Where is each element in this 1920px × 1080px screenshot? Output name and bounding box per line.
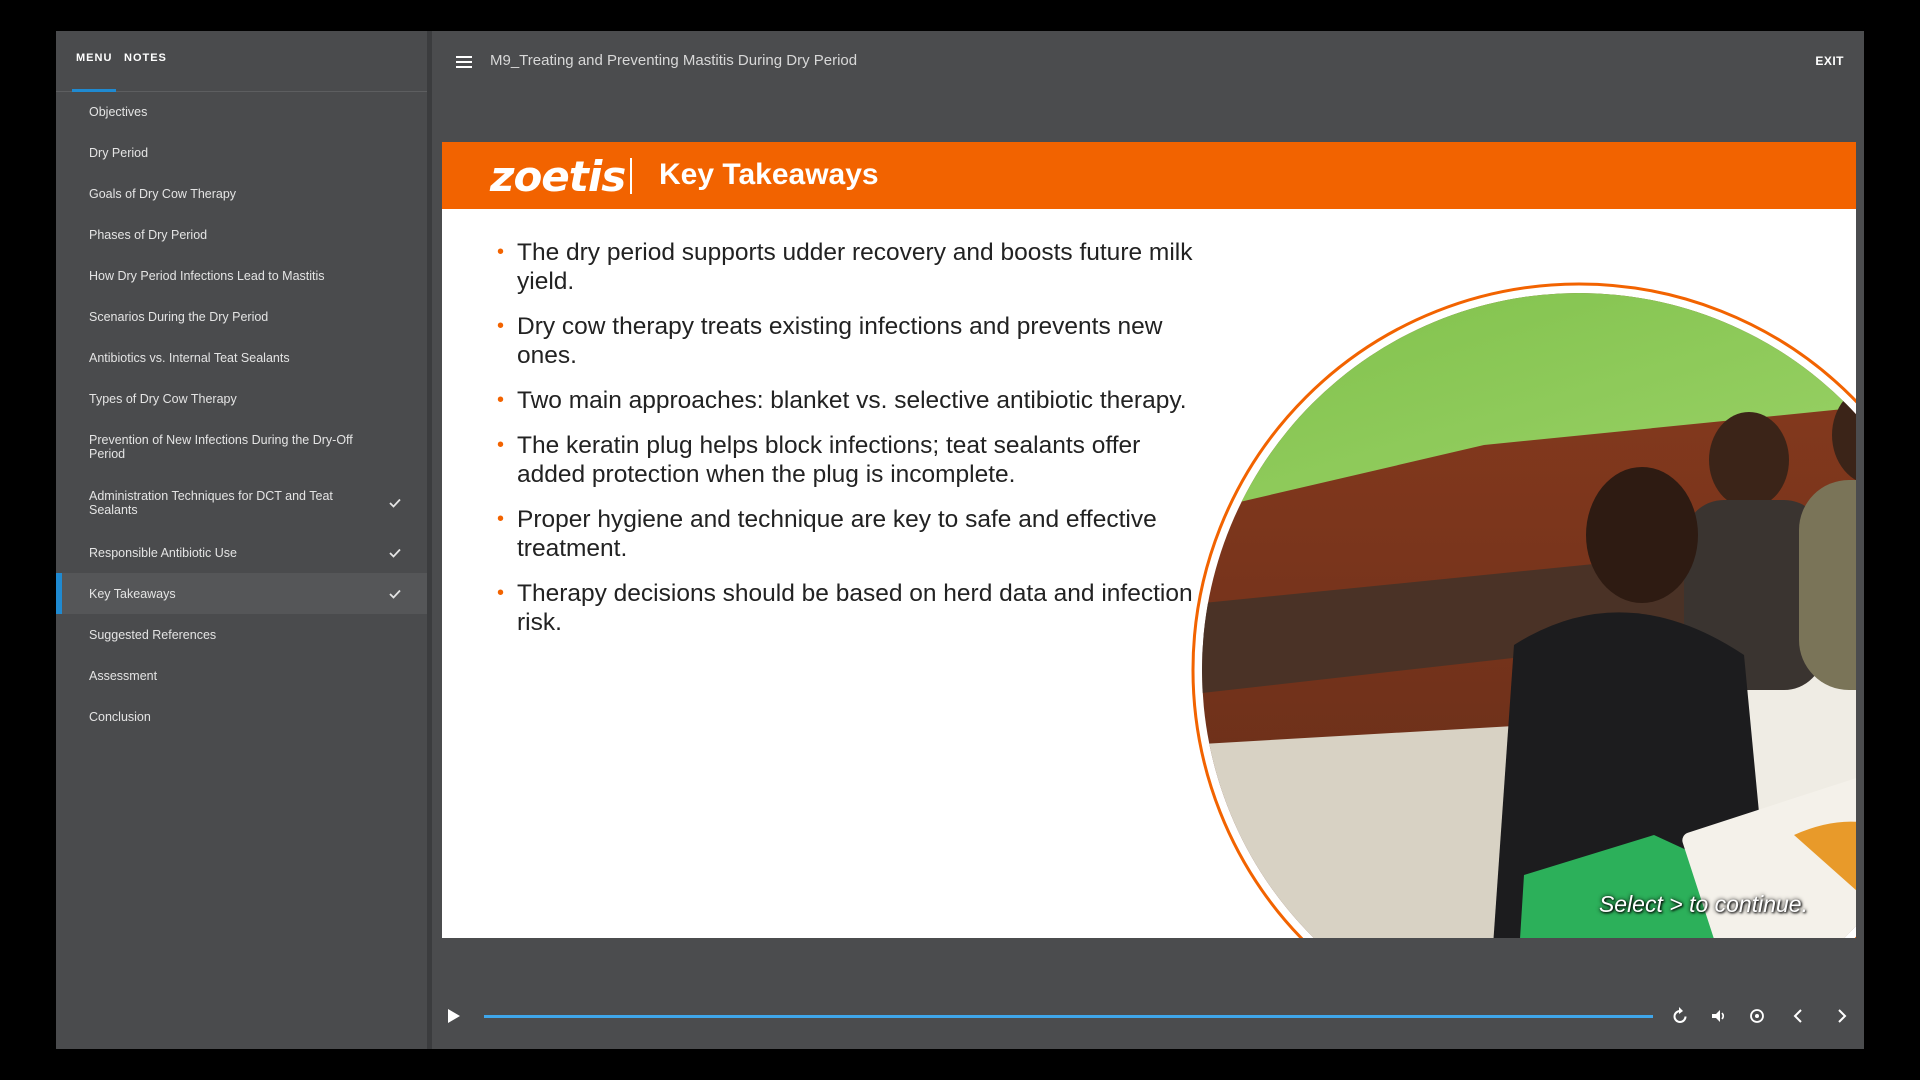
menu-item[interactable]: [56, 378, 427, 419]
takeaway-item: • Dry cow therapy treats existing infections and prevents new ones.: [498, 312, 1198, 370]
menu-item[interactable]: [56, 337, 427, 378]
checkmark-icon: [389, 548, 401, 558]
takeaway-item: • The dry period supports udder recovery and boosts future milk yield.: [498, 238, 1198, 296]
takeaway-item: • The keratin plug helps block infections; teat sealants offer added protection when the plug is incomplete.: [498, 431, 1198, 489]
slide-header: [442, 142, 1856, 209]
menu-item-label: Responsible Antibiotic Use: [89, 545, 237, 560]
menu-item-label: Prevention of New Infections During the Dry-Off Period: [89, 433, 353, 461]
takeaway-list: [498, 238, 1198, 653]
menu-item-label: Antibiotics vs. Internal Teat Sealants: [89, 350, 290, 365]
menu-item-label: Administration Techniques for DCT and Teat Sealants: [89, 489, 333, 517]
menu-item[interactable]: [56, 573, 427, 614]
menu-item[interactable]: [56, 214, 427, 255]
menu-item[interactable]: [56, 655, 427, 696]
menu-item[interactable]: [56, 296, 427, 337]
menu-item-label: Scenarios During the Dry Period: [89, 309, 269, 324]
menu-item-label: Goals of Dry Cow Therapy: [89, 186, 237, 201]
menu-item-label: Suggested References: [89, 627, 217, 642]
zoetis-logo: zoetis: [490, 152, 626, 201]
checkmark-icon: [389, 589, 401, 599]
hamburger-icon[interactable]: [456, 56, 472, 68]
play-icon[interactable]: [447, 1008, 461, 1024]
header-divider: [630, 158, 632, 194]
menu-item[interactable]: [56, 696, 427, 737]
course-title: M9_Treating and Preventing Mastitis During Dry Period: [490, 52, 858, 69]
tab-menu[interactable]: MENU: [76, 52, 113, 64]
captions-settings-icon[interactable]: [1749, 1007, 1765, 1025]
takeaway-item: • Therapy decisions should be based on herd data and infection risk.: [498, 579, 1198, 637]
menu-item-label: Assessment: [89, 668, 158, 683]
active-item-indicator: [56, 573, 62, 614]
menu-item[interactable]: [56, 532, 427, 573]
exit-button[interactable]: EXIT: [1815, 54, 1844, 68]
menu-item[interactable]: [56, 255, 427, 296]
menu-item-label: Phases of Dry Period: [89, 227, 208, 242]
player-controls: [432, 985, 1864, 1049]
menu-item[interactable]: [56, 419, 427, 475]
students-photo: [1184, 275, 1856, 938]
menu-item-label: Dry Period: [89, 145, 149, 160]
player-frame: [56, 31, 1864, 1049]
checkmark-icon: [389, 498, 401, 508]
menu-item[interactable]: [56, 132, 427, 173]
continue-instruction: Select > to continue.: [1598, 891, 1808, 917]
takeaway-item: • Proper hygiene and technique are key to safe and effective treatment.: [498, 505, 1198, 563]
sidebar-tabs: [56, 31, 427, 92]
menu-item-label: Objectives: [89, 104, 148, 119]
slide: [442, 142, 1856, 938]
menu-item[interactable]: [56, 173, 427, 214]
progress-fill: [484, 1015, 1653, 1018]
menu-item[interactable]: [56, 475, 427, 531]
topbar: [432, 31, 1864, 91]
progress-bar[interactable]: [484, 1015, 1653, 1018]
menu-item-label: Key Takeaways: [89, 586, 176, 601]
replay-icon[interactable]: [1672, 1007, 1688, 1025]
menu-item-label: How Dry Period Infections Lead to Mastitis: [89, 268, 325, 283]
takeaway-item: • Two main approaches: blanket vs. selective antibiotic therapy.: [498, 386, 1198, 415]
slide-title: Key Takeaways: [659, 158, 879, 191]
next-icon[interactable]: [1834, 1007, 1850, 1025]
menu-item[interactable]: [56, 614, 427, 655]
menu-item-label: Types of Dry Cow Therapy: [89, 391, 237, 406]
previous-icon[interactable]: [1790, 1007, 1806, 1025]
menu-item-label: Conclusion: [89, 709, 151, 724]
tab-notes[interactable]: NOTES: [124, 52, 167, 64]
sidebar: [56, 31, 432, 1049]
menu-item[interactable]: [56, 91, 427, 132]
volume-icon[interactable]: [1711, 1007, 1727, 1025]
